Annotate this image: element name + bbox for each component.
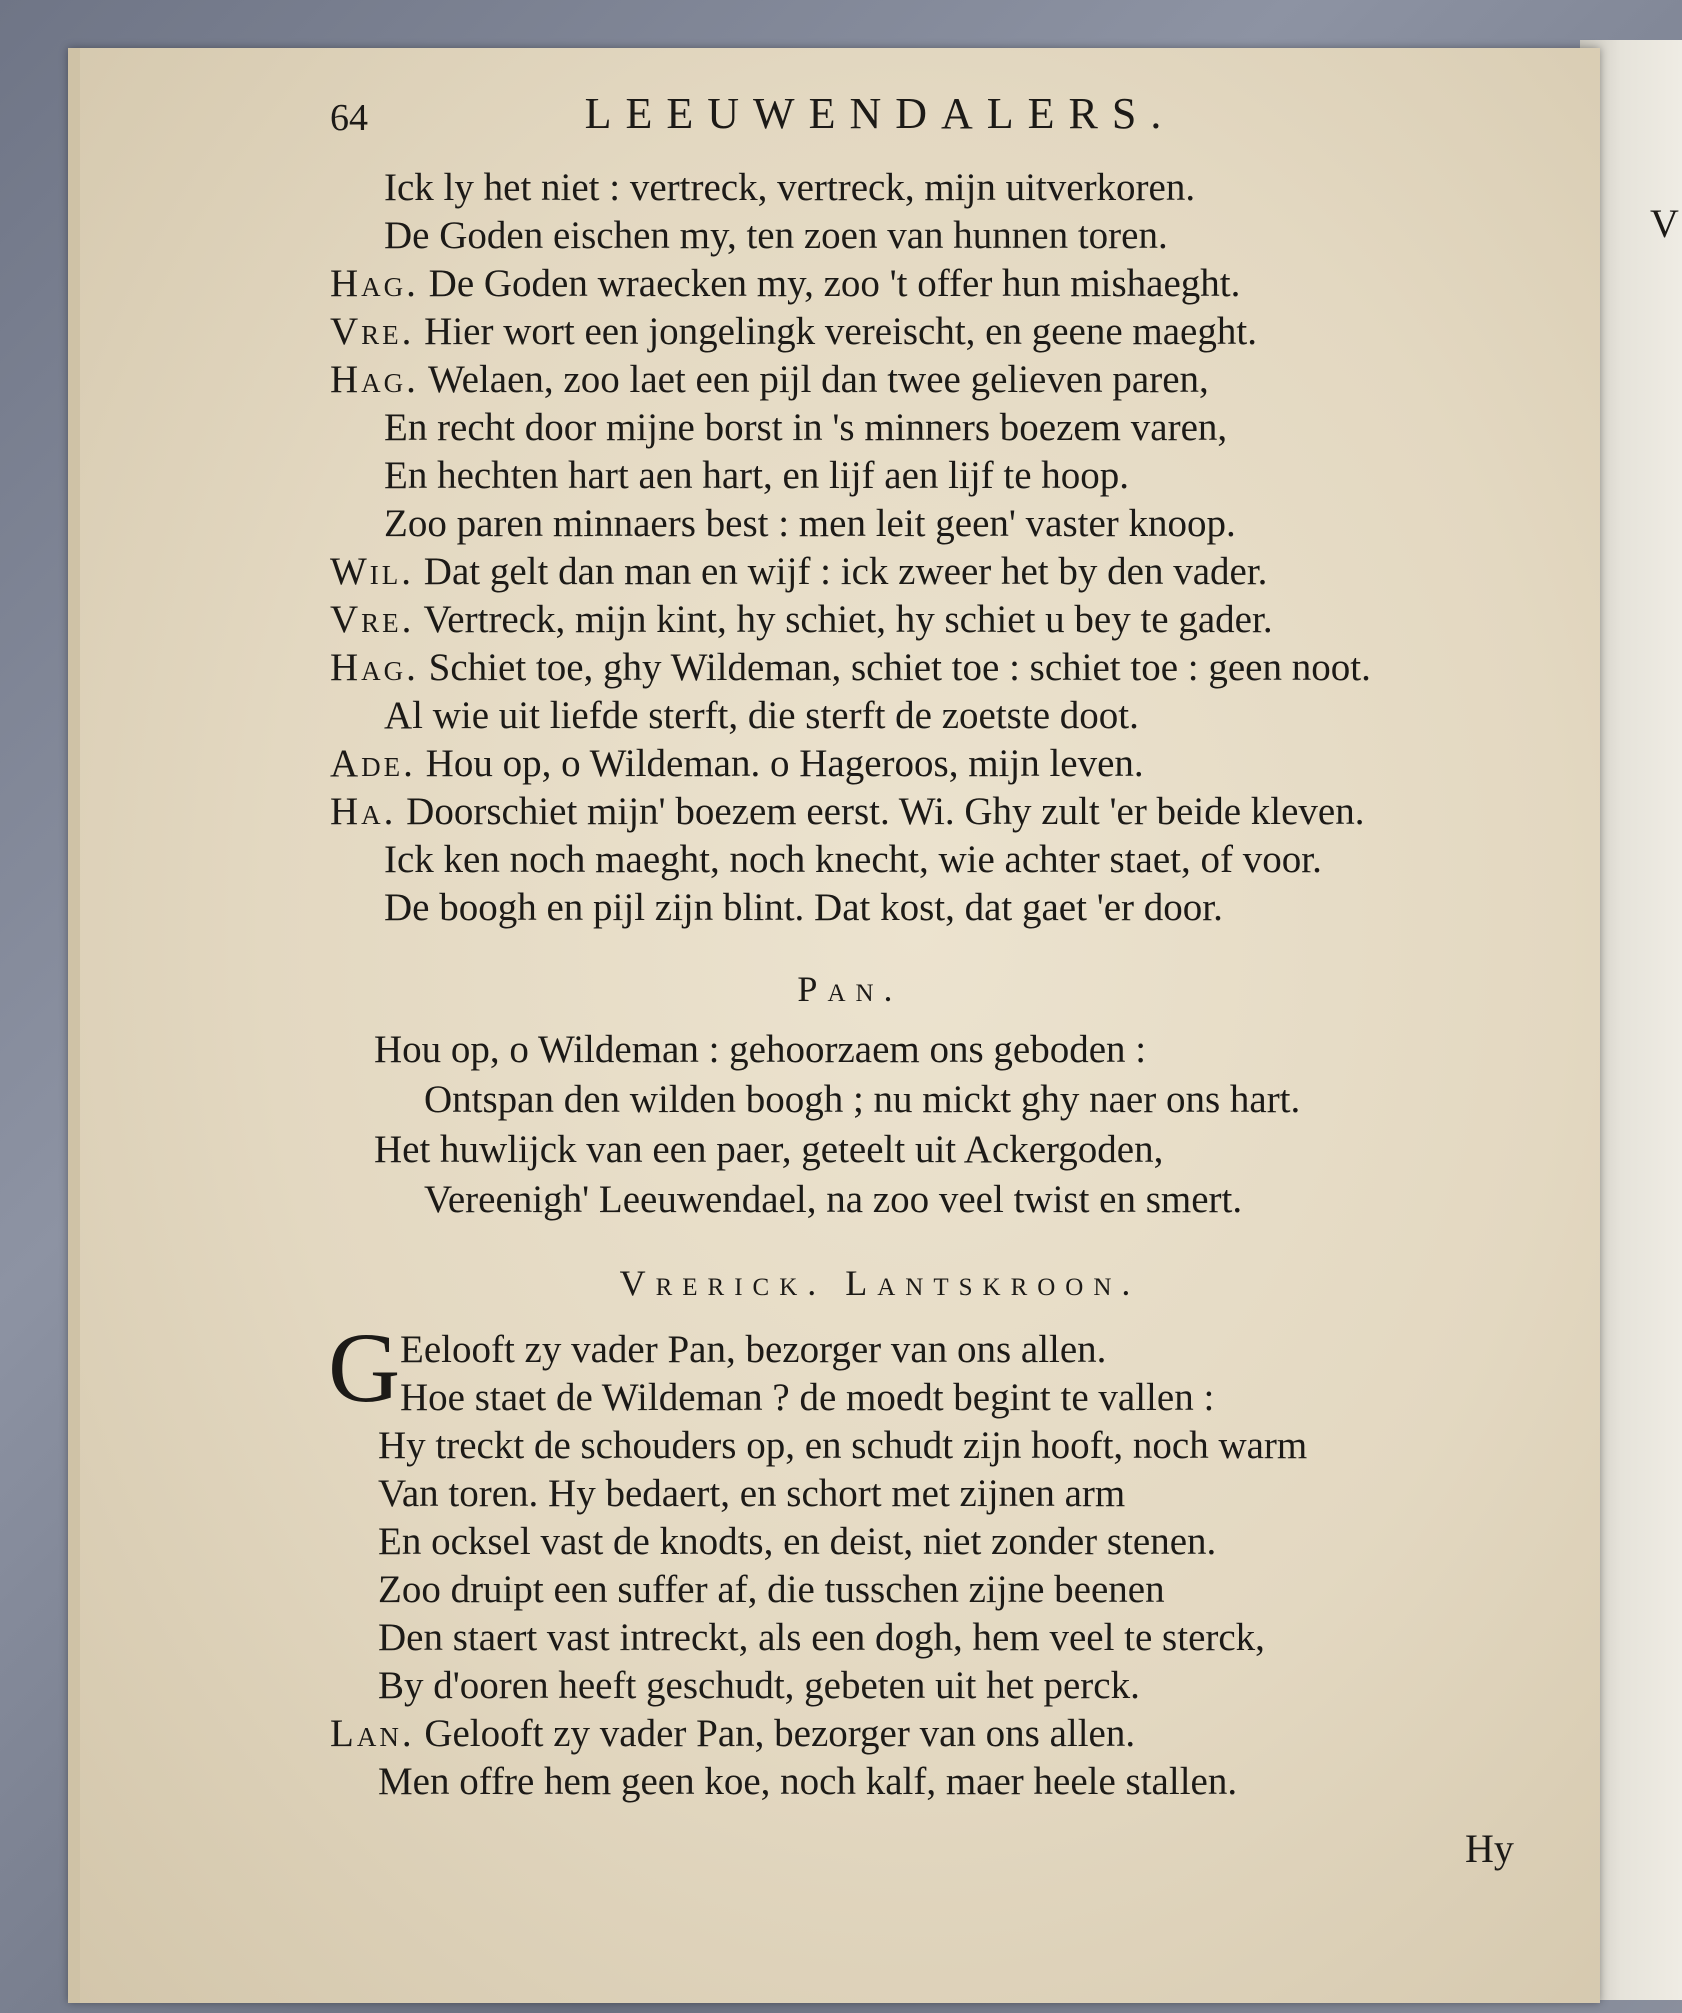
verse-line: Hou op, o Wildeman : gehoorzaem ons geboden : [374, 1028, 1147, 1071]
verse-line [330, 1714, 1135, 1753]
running-title: LEEUWENDALERS. [584, 89, 1176, 138]
verse-text: En hechten hart aen hart, en lijf aen lijf te hoop. [384, 454, 1130, 497]
verse-text: Welaen, zoo laet een pijl dan twee gelieven paren, [427, 358, 1209, 401]
verse-line [330, 600, 1273, 639]
verse-line [330, 552, 1267, 591]
verse-text: Hou op, o Wildeman. o Hageroos, mijn leven. [425, 742, 1144, 785]
verse-line: Vereenigh' Leeuwendael, na zoo veel twist en smert. [424, 1178, 1243, 1221]
verse-text: Al wie uit liefde sterft, die sterft de zoetste doot. [384, 694, 1139, 737]
speaker-label: Ade. [330, 742, 416, 785]
verse-line [330, 744, 1144, 783]
verse-text: Hoe staet de Wildeman ? de moedt begint te vallen : [400, 1376, 1215, 1419]
verse-line [330, 312, 1257, 351]
verse-text: By d'ooren heeft geschudt, gebeten uit het perck. [378, 1664, 1140, 1707]
verse-text: Ick ly het niet : vertreck, vertreck, mijn uitverkoren. [384, 166, 1196, 209]
verse-text: En recht door mijne borst in 's minners boezem varen, [384, 406, 1228, 449]
verse-line [384, 456, 1129, 495]
catchword: Hy [1465, 1826, 1514, 1871]
verse-text: Dat gelt dan man en wijf : ick zweer het by den vader. [423, 550, 1268, 593]
verse-line [330, 264, 1240, 303]
verse-line [400, 1330, 1106, 1369]
verse-line [330, 648, 1371, 687]
verse-line [378, 1426, 1307, 1465]
verse-line [330, 360, 1209, 399]
verse-text: Ick ken noch maeght, noch knecht, wie achter staet, of voor. [384, 838, 1322, 881]
verse-line [384, 408, 1227, 447]
verse-line [378, 1522, 1216, 1561]
speaker-label: Hag. [330, 646, 419, 689]
speaker-label: Vre. [330, 598, 415, 641]
verse-text: En ocksel vast de knodts, en deist, niet zonder stenen. [378, 1520, 1217, 1563]
verse-text: Eelooft zy vader Pan, bezorger van ons allen. [400, 1328, 1107, 1371]
speaker-label: Ha. [330, 790, 397, 833]
adjacent-page-fragment: V [1650, 201, 1679, 246]
verse-line [378, 1762, 1237, 1801]
verse-line [384, 888, 1223, 927]
speaker-label: Hag. [330, 262, 419, 305]
page-header [330, 88, 1430, 148]
verse-line: Het huwlijck van een paer, geteelt uit Ackergoden, [374, 1128, 1164, 1171]
verse-line [384, 696, 1139, 735]
verse-line: Ontspan den wilden boogh ; nu mickt ghy naer ons hart. [424, 1078, 1301, 1121]
verse-text: Van toren. Hy bedaert, en schort met zijnen arm [378, 1472, 1126, 1515]
verse-line [384, 504, 1236, 543]
verse-text: Den staert vast intreckt, als een dogh, hem veel te sterck, [378, 1616, 1265, 1659]
verse-line [384, 840, 1322, 879]
pan-heading: Pan. [797, 969, 903, 1009]
verse-text: De Goden eischen my, ten zoen van hunnen toren. [384, 214, 1168, 257]
verse-text: Doorschiet mijn' boezem eerst. Wi. Ghy zult 'er beide kleven. [406, 790, 1365, 833]
verse-text: De Goden wraecken my, zoo 't offer hun mishaeght. [428, 262, 1241, 305]
verse-line [330, 792, 1364, 831]
verse-text: Hier wort een jongelingk vereischt, en geene maeght. [424, 310, 1257, 353]
verse-line [400, 1378, 1214, 1417]
verse-line [378, 1666, 1140, 1705]
section-heading: Vrerick. Lantskroon. [619, 1263, 1141, 1303]
verse-text: Hy treckt de schouders op, en schudt zijn hooft, noch warm [378, 1424, 1308, 1467]
verse-line [378, 1618, 1265, 1657]
verse-text: Schiet toe, ghy Wildeman, schiet toe : schiet toe : geen noot. [428, 646, 1371, 689]
verse-line [378, 1570, 1165, 1609]
verse-line [384, 168, 1195, 207]
verse-text: Zoo druipt een suffer af, die tusschen zijne beenen [378, 1568, 1165, 1611]
speaker-label: Vre. [330, 310, 415, 353]
verse-text: De boogh en pijl zijn blint. Dat kost, dat gaet 'er door. [384, 886, 1223, 929]
verse-text: Men offre hem geen koe, noch kalf, maer heele stallen. [378, 1760, 1238, 1803]
verse-line [384, 216, 1168, 255]
drop-cap: G [328, 1312, 401, 1423]
verse-text: Vertreck, mijn kint, hy schiet, hy schiet u bey te gader. [423, 598, 1273, 641]
verse-line [378, 1474, 1125, 1513]
speaker-label: Lan. [330, 1712, 415, 1755]
speaker-label: Wil. [330, 550, 415, 593]
verse-text: Gelooft zy vader Pan, bezorger van ons allen. [424, 1712, 1136, 1755]
verse-text: Zoo paren minnaers best : men leit geen' vaster knoop. [384, 502, 1236, 545]
speaker-label: Hag. [330, 358, 419, 401]
page-number: 64 [330, 97, 368, 139]
